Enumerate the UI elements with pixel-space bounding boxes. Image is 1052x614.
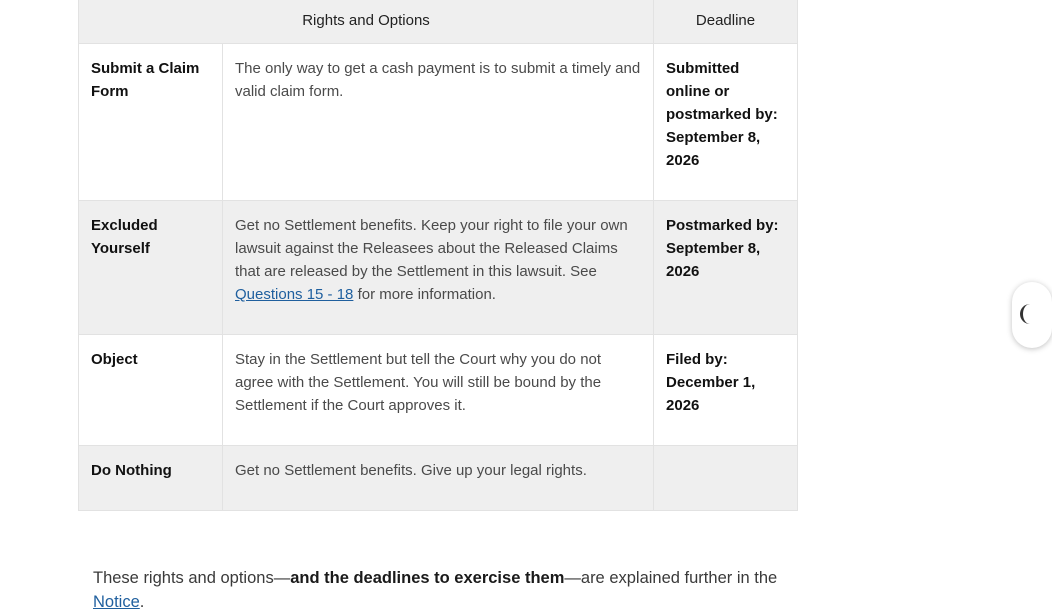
option-deadline xyxy=(654,446,798,511)
option-deadline: Postmarked by: September 8, 2026 xyxy=(654,201,798,335)
option-description: The only way to get a cash payment is to submit a timely and valid claim form. xyxy=(223,44,654,201)
option-description: Stay in the Settlement but tell the Court why you do not agree with the Settlement. You will still be bound by the Settlement if the Court approves it. xyxy=(223,335,654,446)
side-panel-handle-icon xyxy=(1020,304,1031,324)
option-deadline: Filed by: December 1, 2026 xyxy=(654,335,798,446)
notice-link[interactable]: Notice xyxy=(93,592,140,611)
rights-and-options-table xyxy=(78,0,798,511)
option-deadline: Submitted online or postmarked by: September 8, 2026 xyxy=(654,44,798,201)
note-text-cont: —are explained further in the xyxy=(564,568,778,587)
header-deadline: Deadline xyxy=(654,0,798,44)
option-description xyxy=(223,201,654,335)
table-row xyxy=(79,201,798,335)
option-name: Excluded Yourself xyxy=(79,201,223,335)
table-header-row xyxy=(79,0,798,44)
description-text-end: for more information. xyxy=(353,286,496,303)
option-name: Object xyxy=(79,335,223,446)
table-row xyxy=(79,44,798,201)
table-row xyxy=(79,446,798,511)
option-name: Do Nothing xyxy=(79,446,223,511)
side-panel-handle[interactable] xyxy=(1012,282,1052,348)
questions-link[interactable]: Questions 15 - 18 xyxy=(235,286,354,303)
option-description: Get no Settlement benefits. Give up your legal rights. xyxy=(223,446,654,511)
note-bold-text: and the deadlines to exercise them xyxy=(290,568,565,587)
note-text: These rights and options— xyxy=(93,568,291,587)
option-name: Submit a Claim Form xyxy=(79,44,223,201)
table-row xyxy=(79,335,798,446)
note-period: . xyxy=(139,592,145,611)
header-rights-and-options: Rights and Options xyxy=(79,0,654,44)
description-text: Get no Settlement benefits. Keep your right to file your own lawsuit against the Releasees about the Released Claims that are released by the Settlement in this lawsuit. See xyxy=(235,217,628,280)
rights-note-paragraph xyxy=(93,566,793,614)
